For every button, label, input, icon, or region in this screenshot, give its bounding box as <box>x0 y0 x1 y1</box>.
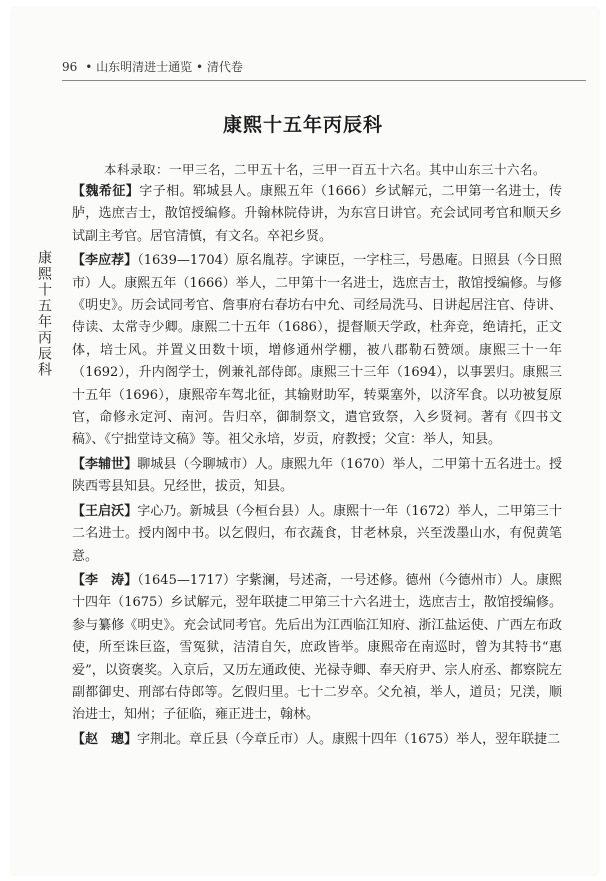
entry <box>72 454 562 499</box>
entry <box>72 181 562 248</box>
running-header <box>62 58 582 75</box>
entry <box>72 250 562 452</box>
entries <box>72 181 562 753</box>
entry-name: 【李 涛】 <box>72 572 138 588</box>
entry-name: 【李应荐】 <box>72 253 138 269</box>
entry-text: （1639—1704）原名胤荐。字谏臣，一字柱三，号愚庵。日照县（今日照市）人。康熙五年（1666）举人，二甲第十一名进士，选庶吉士，散馆授编修。与修《明史》。历会试同考官、詹事府右春坊右中允、司经局洗马、日讲起居注官、侍讲、侍读、太常寺少卿。康熙二十五年（1686），提督顺天学政，杜奔竞，绝请托，正文体，培士风。并置义田数十顷，增修通州学棚，被八郡勒石赞颂。康熙三十一年（1692），升内阁学士，例兼礼部侍郎。康熙三十三年（1694），以事罢归。康熙三十五年（1696），康熙帝车驾北征，其输财助军，转粟塞外，以济军食。以功被复原官，命修永定河、南河。告归卒，御制祭文，遣官致祭，入乡贤祠。著有《四书文稿》、《宁拙堂诗文稿》等。祖父永培，岁贡，府教授；父宣：举人，知县。 <box>72 253 562 448</box>
running-title: • 山东明清进士通览 • 清代卷 <box>85 60 243 74</box>
entry-text: 聊城县（今聊城市）人。康熙九年（1670）举人，二甲第十五名进士。授陕西雩县知县。兄经世，拔贡，知县。 <box>72 456 562 495</box>
side-label: 康熙十五年丙辰科 <box>36 250 52 378</box>
entry-name: 【魏希征】 <box>72 184 140 199</box>
entry-text: （1645—1717）字紫澜，号述斋，一号述修。德州（今德州市）人。康熙十四年（1675）乡试解元，翌年联捷二甲第三十六名进士，选庶吉士，散馆授编修。参与纂修《明史》。充会试同考官。先后出为江西临江知府、浙江盐运使、广西左布政使，所至诛巨盗，雪冤狱，洁清自矢，庶政皆举。康熙帝在南巡时，曾为其特书“惠爱”，以资褒奖。入京后，又历左通政使、光禄寺卿、奉天府尹、宗人府丞、都察院左副都御史、刑部右侍郎等。乞假归里。七十二岁卒。父允禎，举人，道员；兄渼，顺治进士，知州；子征临，雍正进士，翰林。 <box>72 572 562 723</box>
entry-name: 【王启沃】 <box>72 503 138 519</box>
header-rule <box>62 80 586 81</box>
entry-text: 字子相。郓城县人。康熙五年（1666）乡试解元，二甲第一名进士，传胪，选庶吉士，散馆授编修。升翰林院侍讲，为东宫日讲官。充会试同考官和顺天乡试副主考官。居官清慎，有文名。卒祀乡贤。 <box>72 184 562 244</box>
entry-text: 字心乃。新城县（今桓台县）人。康熙十一年（1672）举人，二甲第三十二名进士。授内阁中书。以乞假归，布衣蔬食，甘老林泉，兴至泼墨山水，有倪黄笔意。 <box>72 503 562 564</box>
entry-name: 【赵 璁】 <box>72 731 138 747</box>
entry-text: 字荆北。章丘县（今章丘市）人。康熙十四年（1675）举人，翌年联捷二 <box>137 731 561 747</box>
intro-line: 本科录取：一甲三名，二甲五十名，三甲一百五十六名。其中山东三十六名。 <box>104 163 547 177</box>
entry-name: 【李辅世】 <box>72 456 138 472</box>
entry <box>72 501 562 568</box>
entry <box>72 570 562 727</box>
entry <box>72 729 562 751</box>
section-title: 康熙十五年丙辰科 <box>222 114 383 136</box>
page-number: 96 <box>62 59 78 74</box>
